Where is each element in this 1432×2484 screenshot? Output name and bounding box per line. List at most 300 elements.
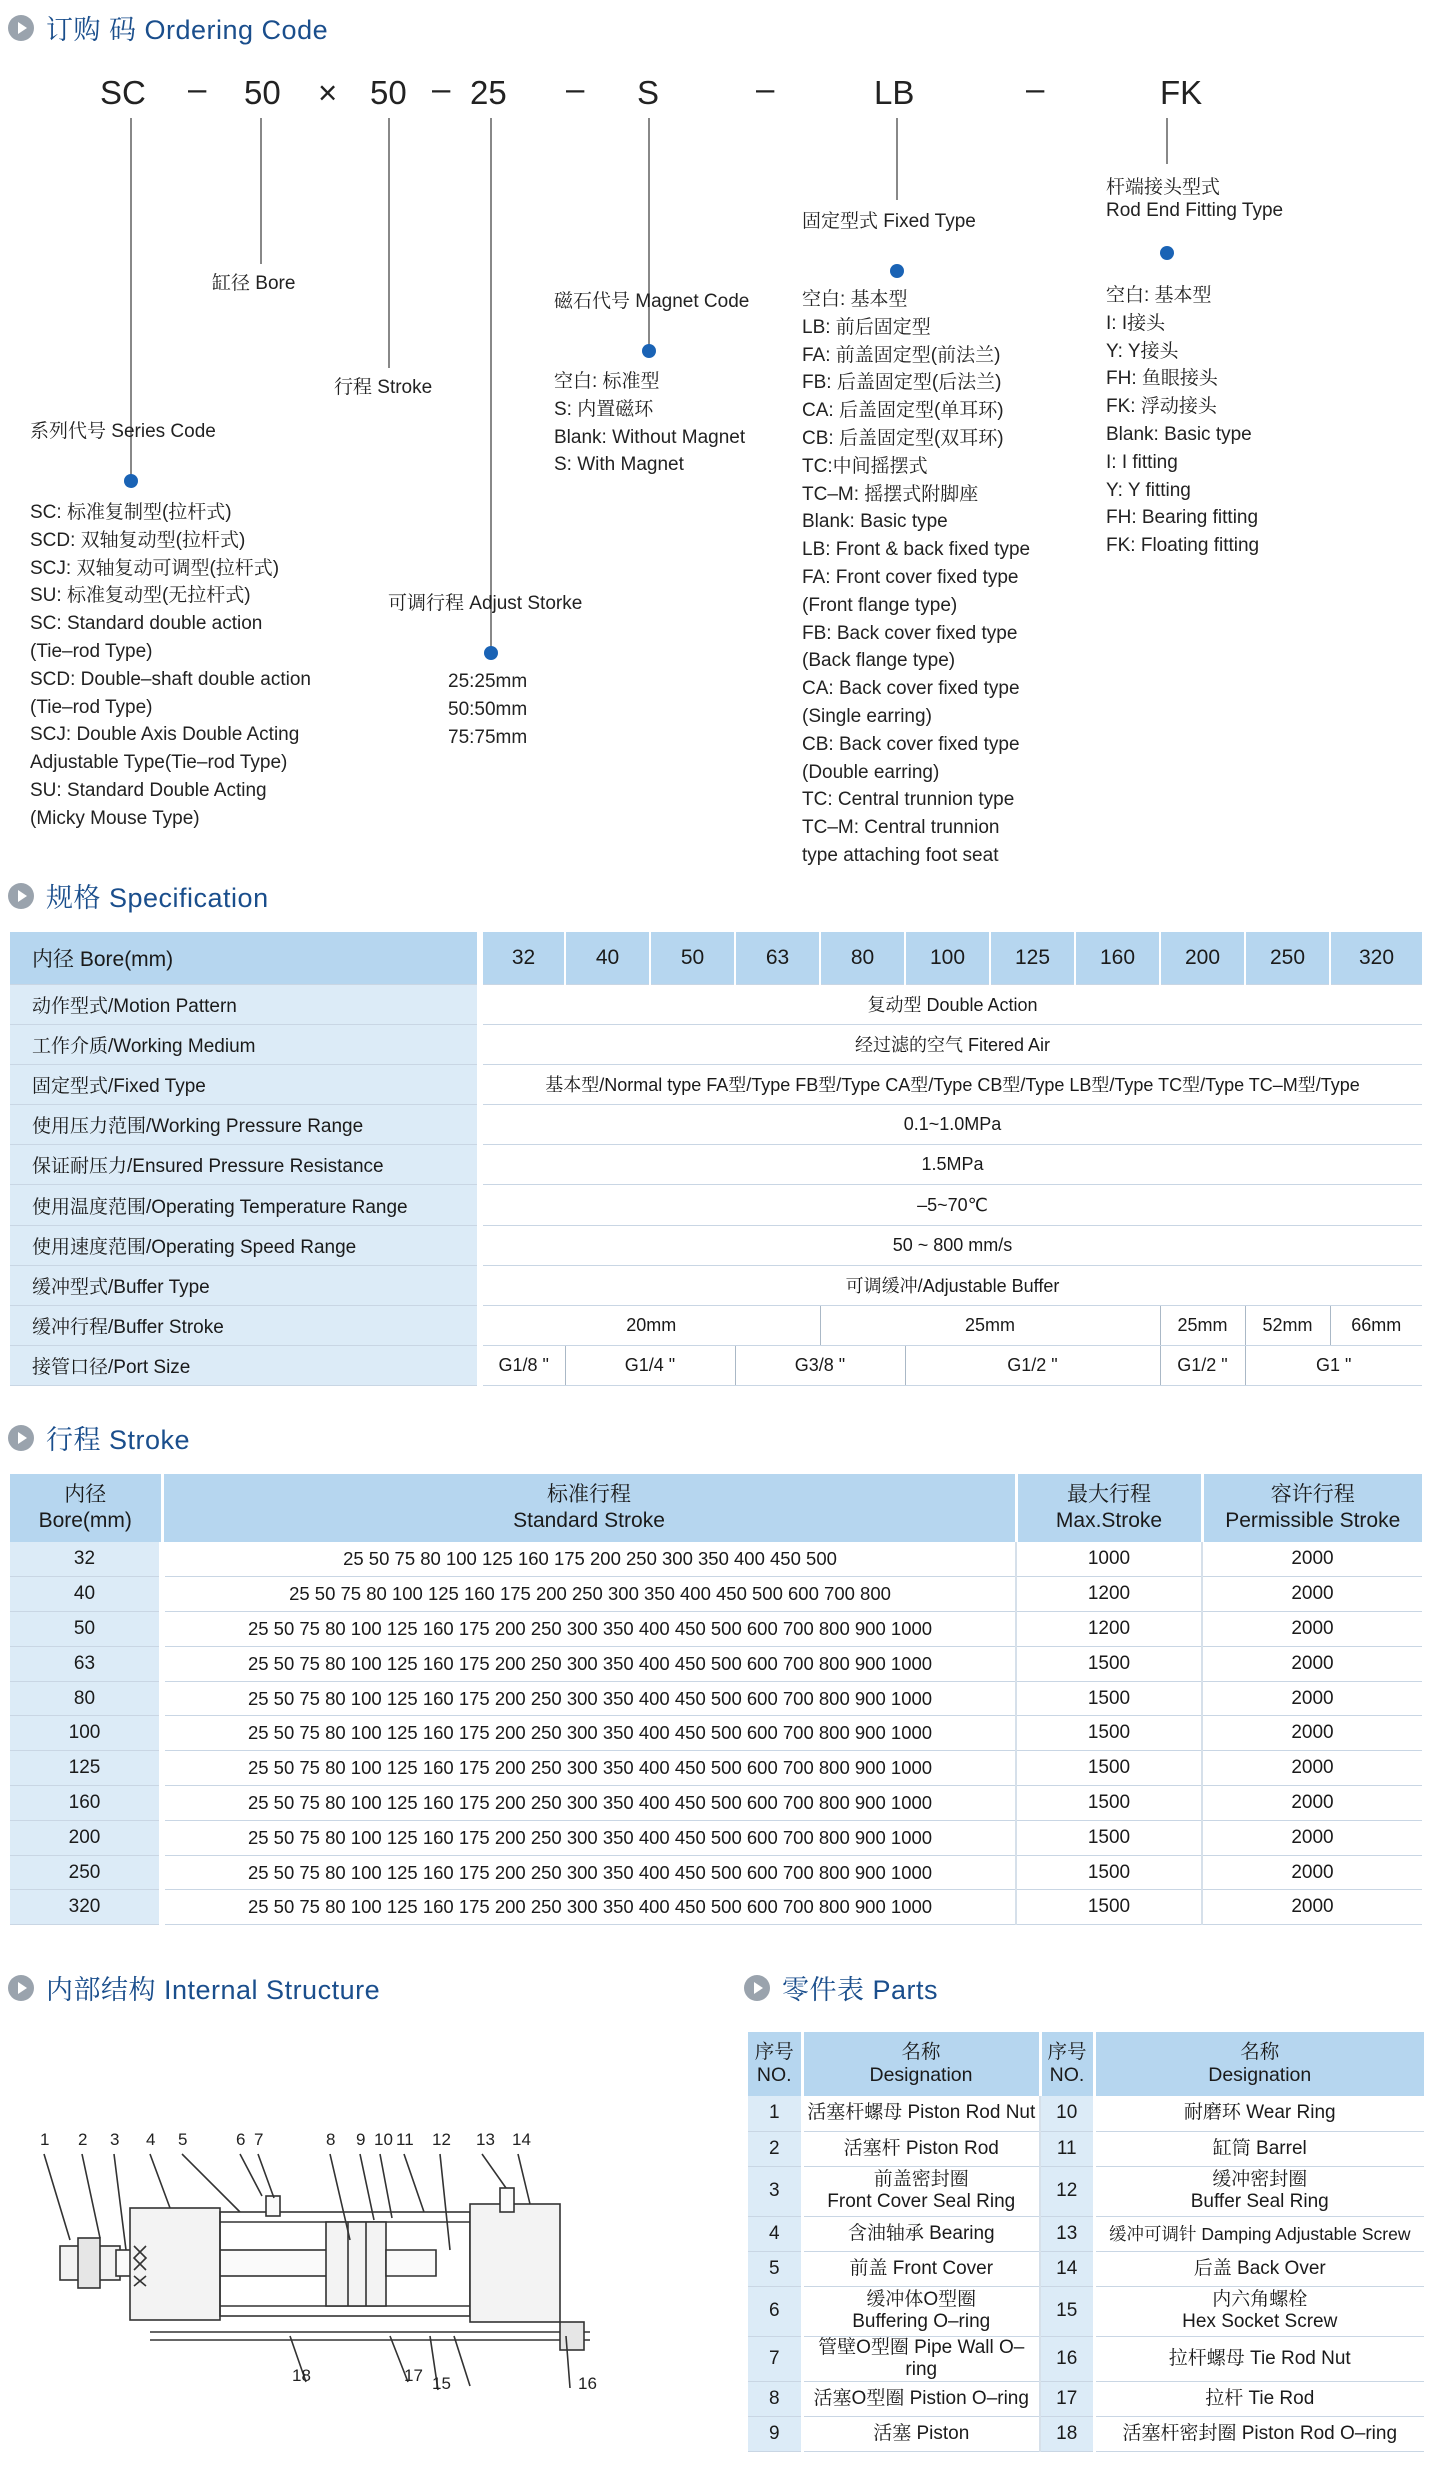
list-item: SCD: 双轴复动型(拉杆式) [30, 529, 246, 551]
standard-stroke-header: 标准行程 Standard Stroke [162, 1474, 1016, 1542]
part-designation [802, 2286, 1040, 2336]
standard-stroke-cell: 25 50 75 80 100 125 160 175 200 250 300 350 400 450 500 600 700 800 900 1000 [162, 1681, 1016, 1716]
callout-number: 18 [292, 2366, 311, 2385]
part-number: 2 [748, 2131, 802, 2166]
permissible-stroke-cell: 2000 [1202, 1890, 1422, 1925]
spec-value: 52mm [1245, 1306, 1330, 1346]
spec-label: 缓冲行程/Buffer Stroke [10, 1306, 480, 1346]
table-row [10, 1820, 1422, 1855]
permissible-stroke-cell: 2000 [1202, 1786, 1422, 1821]
stroke-label: 行程 Stroke [334, 377, 433, 398]
part-designation [802, 2216, 1040, 2251]
list-item: CA: Back cover fixed type [802, 678, 1020, 700]
list-item: I: I fitting [1106, 451, 1178, 473]
max-stroke-cell: 1500 [1016, 1681, 1202, 1716]
table-row [748, 2286, 1424, 2336]
callout-number: 10 [374, 2130, 393, 2149]
play-bullet-icon [8, 1975, 34, 2001]
bore-col: 40 [565, 932, 650, 984]
part-designation-line: 耐磨环 Wear Ring [1183, 2102, 1336, 2124]
part-designation-line: 缸筒 Barrel [1212, 2137, 1307, 2159]
play-bullet-icon [8, 883, 34, 909]
callout-number: 7 [254, 2130, 264, 2149]
part-designation-line: 前盖 Front Cover [849, 2257, 994, 2279]
table-row [748, 2381, 1424, 2416]
max-stroke-cell: 1200 [1016, 1577, 1202, 1612]
spec-row [10, 1105, 1422, 1145]
part-designation [1094, 2251, 1424, 2286]
callout-number: 2 [78, 2130, 88, 2149]
spec-row [10, 1225, 1422, 1265]
part-designation-line: Hex Socket Screw [1182, 2311, 1338, 2332]
bore-cell: 50 [10, 1612, 162, 1647]
spec-row [10, 1185, 1422, 1225]
bore-col: 100 [905, 932, 990, 984]
table-row [10, 1751, 1422, 1786]
list-item: SU: 标准复动型(无拉杆式) [30, 585, 251, 607]
rod-end-list [1106, 282, 1259, 560]
spec-row-buffer-stroke [10, 1306, 1422, 1346]
part-designation [802, 2381, 1040, 2416]
list-item: FB: Back cover fixed type [802, 622, 1018, 644]
connector-line [1166, 118, 1168, 164]
spec-value: 可调缓冲/Adjustable Buffer [480, 1265, 1422, 1305]
list-item: 空白: 基本型 [802, 289, 908, 310]
section-title: 内部结构 Internal Structure [46, 1975, 381, 2005]
adjust-stroke-list [448, 668, 527, 751]
bore-header: 内径 Bore(mm) [10, 932, 480, 984]
callout-number: 12 [432, 2130, 451, 2149]
spec-row [10, 1024, 1422, 1064]
permissible-stroke-cell: 2000 [1202, 1577, 1422, 1612]
table-row [10, 1542, 1422, 1577]
max-stroke-cell: 1500 [1016, 1786, 1202, 1821]
bore-cell: 250 [10, 1855, 162, 1890]
table-row [10, 1786, 1422, 1821]
spec-value: G1/2 " [1160, 1346, 1245, 1386]
list-item: TC:中间摇摆式 [802, 455, 928, 477]
callout-number: 4 [146, 2130, 156, 2149]
list-item: SCD: Double–shaft double action [30, 668, 311, 690]
bore-cell: 320 [10, 1890, 162, 1925]
code-sep: – [432, 70, 451, 107]
bore-cell: 160 [10, 1786, 162, 1821]
spec-label: 工作介质/Working Medium [10, 1024, 480, 1064]
list-item: LB: Front & back fixed type [802, 539, 1031, 561]
list-item: Blank: Basic type [1106, 423, 1252, 445]
list-item: Adjustable Type(Tie–rod Type) [30, 752, 288, 774]
standard-stroke-cell: 25 50 75 80 100 125 160 175 200 250 300 350 400 450 500 600 700 800 900 1000 [162, 1751, 1016, 1786]
section-ordering-header [8, 8, 328, 47]
part-number: 16 [1040, 2336, 1094, 2381]
bore-label: 缸径 Bore [212, 273, 296, 294]
spec-label: 接管口径/Port Size [10, 1346, 480, 1386]
spec-value: 50 ~ 800 mm/s [480, 1225, 1422, 1265]
part-designation-line: 活塞杆螺母 Piston Rod Nut [807, 2102, 1036, 2124]
part-number: 6 [748, 2286, 802, 2336]
standard-stroke-cell: 25 50 75 80 100 125 160 175 200 250 300 350 400 450 500 600 700 800 900 1000 [162, 1855, 1016, 1890]
spec-value: 25mm [1160, 1306, 1245, 1346]
list-item: FH: Bearing fitting [1106, 507, 1259, 529]
structure-diagram [30, 2100, 670, 2400]
list-item: (Single earring) [802, 705, 932, 727]
code-sep: – [566, 70, 585, 107]
spec-value: 66mm [1330, 1306, 1422, 1346]
section-title: 行程 Stroke [46, 1425, 191, 1455]
connector-line [490, 118, 492, 648]
part-number: 4 [748, 2216, 802, 2251]
part-designation-line: Front Cover Seal Ring [827, 2191, 1016, 2212]
bore-col: 250 [1245, 932, 1330, 984]
cylinder-cross-section [30, 2100, 670, 2400]
list-item: 空白: 标准型 [554, 371, 660, 392]
part-designation-line: 拉杆螺母 Tie Rod Nut [1168, 2347, 1351, 2369]
spec-value: 0.1~1.0MPa [480, 1105, 1422, 1145]
spec-row [10, 1064, 1422, 1104]
spec-value: –5~70℃ [480, 1185, 1422, 1225]
spec-value: 基本型/Normal type FA型/Type FB型/Type CA型/Type CB型/Type LB型/Type TC型/Type TC–M型/Type [480, 1064, 1422, 1104]
spec-label: 使用温度范围/Operating Temperature Range [10, 1185, 480, 1225]
part-designation-line: 缓冲密封圈 [1212, 2169, 1308, 2190]
spec-table [10, 932, 1422, 1386]
designation-header: 名称 Designation [1094, 2032, 1424, 2096]
standard-stroke-cell: 25 50 75 80 100 125 160 175 200 250 300 350 400 450 500 600 700 800 900 1000 [162, 1786, 1016, 1821]
max-stroke-cell: 1000 [1016, 1542, 1202, 1577]
bore-col: 160 [1075, 932, 1160, 984]
callout-number: 1 [40, 2130, 50, 2149]
max-stroke-cell: 1500 [1016, 1855, 1202, 1890]
part-designation [1094, 2096, 1424, 2131]
max-stroke-cell: 1500 [1016, 1890, 1202, 1925]
part-designation-line: Buffering O–ring [852, 2311, 991, 2332]
code-bore: 50 [244, 74, 281, 111]
section-title: 规格 Specification [46, 883, 269, 913]
connector-line [260, 118, 262, 264]
stroke-header-row [10, 1474, 1422, 1542]
section-spec-header [8, 876, 269, 915]
list-item: FA: Front cover fixed type [802, 566, 1019, 588]
part-number: 11 [1040, 2131, 1094, 2166]
bore-col: 50 [650, 932, 735, 984]
permissible-stroke-cell: 2000 [1202, 1681, 1422, 1716]
part-number: 5 [748, 2251, 802, 2286]
list-item: Blank: Basic type [802, 511, 948, 533]
list-item: (Micky Mouse Type) [30, 807, 200, 829]
permissible-stroke-cell: 2000 [1202, 1855, 1422, 1890]
callout-number: 6 [236, 2130, 246, 2149]
rod-end-label-en: Rod End Fitting Type [1106, 200, 1284, 221]
list-item: Y: Y fitting [1106, 479, 1191, 501]
table-row [748, 2336, 1424, 2381]
list-item: FH: 鱼眼接头 [1106, 368, 1218, 390]
permissible-stroke-cell: 2000 [1202, 1751, 1422, 1786]
part-number: 13 [1040, 2216, 1094, 2251]
part-designation [1094, 2286, 1424, 2336]
list-item: (Tie–rod Type) [30, 696, 153, 718]
list-item: S: 内置磁环 [554, 398, 654, 420]
max-stroke-cell: 1500 [1016, 1646, 1202, 1681]
code-sep: – [1026, 70, 1045, 107]
permissible-stroke-cell: 2000 [1202, 1612, 1422, 1647]
max-stroke-cell: 1500 [1016, 1751, 1202, 1786]
spec-row [10, 1265, 1422, 1305]
adjust-stroke-dot [484, 646, 498, 660]
spec-value: G1/4 " [565, 1346, 735, 1386]
table-row [10, 1681, 1422, 1716]
table-row [10, 1890, 1422, 1925]
code-adjust: 25 [470, 74, 507, 111]
parts-header-row [748, 2032, 1424, 2096]
bore-col: 200 [1160, 932, 1245, 984]
fixed-type-list [802, 286, 1030, 870]
list-item: SC: 标准复制型(拉杆式) [30, 502, 232, 523]
adjust-stroke-label: 可调行程 Adjust Storke [388, 593, 583, 614]
callout-number: 14 [512, 2130, 531, 2149]
spec-label: 使用压力范围/Working Pressure Range [10, 1105, 480, 1145]
part-designation [802, 2096, 1040, 2131]
part-designation-line: 后盖 Back Over [1193, 2257, 1326, 2279]
part-number: 1 [748, 2096, 802, 2131]
list-item: TC: Central trunnion type [802, 789, 1015, 811]
standard-stroke-cell: 25 50 75 80 100 125 160 175 200 250 300 350 400 450 500 600 700 800 900 1000 [162, 1820, 1016, 1855]
standard-stroke-cell: 25 50 75 80 100 125 160 175 200 250 300 350 400 450 500 600 700 800 900 1000 [162, 1890, 1016, 1925]
list-item: (Back flange type) [802, 650, 956, 672]
part-designation-line: 缓冲可调针 Damping Adjustable Screw [1109, 2223, 1411, 2244]
callout-number: 16 [578, 2374, 597, 2393]
bore-col: 32 [480, 932, 565, 984]
permissible-stroke-cell: 2000 [1202, 1542, 1422, 1577]
table-row [748, 2216, 1424, 2251]
standard-stroke-cell: 25 50 75 80 100 125 160 175 200 250 300 350 400 450 500 [162, 1542, 1016, 1577]
spec-value: G3/8 " [735, 1346, 905, 1386]
part-designation-line: 活塞 Piston [873, 2422, 970, 2444]
spec-label: 固定型式/Fixed Type [10, 1064, 480, 1104]
bore-cell: 125 [10, 1751, 162, 1786]
part-designation-line: 前盖密封圈 [873, 2169, 969, 2190]
part-designation-line: 管壁O型圈 Pipe Wall O–ring [818, 2336, 1025, 2380]
bore-cell: 100 [10, 1716, 162, 1751]
callout-number: 15 [432, 2374, 451, 2393]
bore-col: 80 [820, 932, 905, 984]
fixed-type-label: 固定型式 Fixed Type [802, 211, 976, 232]
part-designation [802, 2336, 1040, 2381]
fixed-type-dot [890, 264, 904, 278]
table-row [10, 1612, 1422, 1647]
part-designation-line: 拉杆 Tie Rod [1205, 2387, 1315, 2409]
part-designation [1094, 2131, 1424, 2166]
play-bullet-icon [8, 15, 34, 41]
table-row [10, 1646, 1422, 1681]
list-item: CB: 后盖固定型(双耳环) [802, 427, 1004, 449]
part-designation [802, 2131, 1040, 2166]
list-item: SCJ: 双轴复动可调型(拉杆式) [30, 557, 280, 579]
spec-label: 动作型式/Motion Pattern [10, 984, 480, 1024]
section-parts-header [744, 1968, 938, 2007]
part-designation-line: Buffer Seal Ring [1190, 2191, 1329, 2212]
part-number: 14 [1040, 2251, 1094, 2286]
list-item: FK: 浮动接头 [1106, 396, 1217, 418]
part-number: 18 [1040, 2416, 1094, 2451]
list-item: 75:75mm [448, 726, 528, 748]
standard-stroke-cell: 25 50 75 80 100 125 160 175 200 250 300 350 400 450 500 600 700 800 900 1000 [162, 1612, 1016, 1647]
list-item: CB: Back cover fixed type [802, 733, 1020, 755]
part-number: 8 [748, 2381, 802, 2416]
play-bullet-icon [8, 1425, 34, 1451]
list-item: SCJ: Double Axis Double Acting [30, 724, 300, 746]
list-item: FA: 前盖固定型(前法兰) [802, 344, 1001, 366]
bore-cell: 80 [10, 1681, 162, 1716]
table-row [10, 1855, 1422, 1890]
max-stroke-cell: 1200 [1016, 1612, 1202, 1647]
part-number: 12 [1040, 2166, 1094, 2216]
table-row [10, 1577, 1422, 1612]
list-item: (Double earring) [802, 761, 940, 783]
no-header: 序号 NO. [748, 2032, 802, 2096]
part-designation-line: 缓冲体O型圈 [866, 2289, 977, 2310]
spec-value: 25mm [820, 1306, 1160, 1346]
code-sep: × [318, 74, 338, 111]
magnet-code-dot [642, 344, 656, 358]
max-stroke-header: 最大行程 Max.Stroke [1016, 1474, 1202, 1542]
spec-value: G1/8 " [480, 1346, 565, 1386]
bore-header: 内径 Bore(mm) [10, 1474, 162, 1542]
spec-row [10, 1145, 1422, 1185]
list-item: FK: Floating fitting [1106, 535, 1260, 557]
spec-header-row [10, 932, 1422, 984]
list-item: TC–M: 摇摆式附脚座 [802, 483, 979, 505]
max-stroke-cell: 1500 [1016, 1716, 1202, 1751]
bore-col: 125 [990, 932, 1075, 984]
bore-cell: 40 [10, 1577, 162, 1612]
section-title: 订购 码 Ordering Code [46, 15, 329, 45]
list-item: SC: Standard double action [30, 613, 263, 635]
part-designation [802, 2166, 1040, 2216]
series-code-dot [124, 474, 138, 488]
list-item: TC–M: Central trunnion [802, 817, 1000, 839]
callout-number: 9 [356, 2130, 366, 2149]
list-item: (Tie–rod Type) [30, 640, 153, 662]
part-number: 17 [1040, 2381, 1094, 2416]
standard-stroke-cell: 25 50 75 80 100 125 160 175 200 250 300 350 400 450 500 600 700 800 [162, 1577, 1016, 1612]
part-designation [1094, 2166, 1424, 2216]
permissible-stroke-header: 容许行程 Permissible Stroke [1202, 1474, 1422, 1542]
code-rodend: FK [1160, 74, 1203, 111]
no-header: 序号 NO. [1040, 2032, 1094, 2096]
table-row [748, 2416, 1424, 2451]
part-designation [1094, 2381, 1424, 2416]
permissible-stroke-cell: 2000 [1202, 1820, 1422, 1855]
spec-label: 使用速度范围/Operating Speed Range [10, 1225, 480, 1265]
part-designation [1094, 2416, 1424, 2451]
standard-stroke-cell: 25 50 75 80 100 125 160 175 200 250 300 350 400 450 500 600 700 800 900 1000 [162, 1716, 1016, 1751]
table-row [10, 1716, 1422, 1751]
stroke-table [10, 1474, 1422, 1925]
part-designation-line: 内六角螺栓 [1212, 2289, 1308, 2310]
spec-value: 1.5MPa [480, 1145, 1422, 1185]
spec-label: 缓冲型式/Buffer Type [10, 1265, 480, 1305]
bore-col: 63 [735, 932, 820, 984]
part-number: 10 [1040, 2096, 1094, 2131]
part-designation [1094, 2336, 1424, 2381]
spec-value: G1 " [1245, 1346, 1422, 1386]
list-item: CA: 后盖固定型(单耳环) [802, 400, 1004, 422]
part-number: 3 [748, 2166, 802, 2216]
list-item: type attaching foot seat [802, 844, 999, 866]
callout-number: 11 [396, 2130, 414, 2149]
spec-row-port-size [10, 1346, 1422, 1386]
callout-number: 17 [404, 2366, 423, 2385]
bore-col: 320 [1330, 932, 1422, 984]
table-row [748, 2131, 1424, 2166]
spec-value: 20mm [480, 1306, 820, 1346]
code-stroke: 50 [370, 74, 407, 111]
part-designation [1094, 2216, 1424, 2251]
section-internal-header [8, 1968, 380, 2007]
connector-line [388, 118, 390, 368]
list-item: 50:50mm [448, 698, 528, 720]
list-item: 空白: 基本型 [1106, 285, 1212, 306]
section-stroke-header [8, 1418, 190, 1457]
list-item: S: With Magnet [554, 454, 684, 476]
table-row [748, 2251, 1424, 2286]
permissible-stroke-cell: 2000 [1202, 1646, 1422, 1681]
permissible-stroke-cell: 2000 [1202, 1716, 1422, 1751]
designation-header: 名称 Designation [802, 2032, 1040, 2096]
part-number: 9 [748, 2416, 802, 2451]
magnet-code-list [554, 368, 745, 479]
spec-label: 保证耐压力/Ensured Pressure Resistance [10, 1145, 480, 1185]
callout-number: 5 [178, 2130, 188, 2149]
connector-line [896, 118, 898, 200]
rod-end-dot [1160, 246, 1174, 260]
list-item: Y: Y接头 [1106, 340, 1179, 362]
list-item: LB: 前后固定型 [802, 316, 931, 338]
list-item: FB: 后盖固定型(后法兰) [802, 372, 1002, 394]
part-designation [802, 2416, 1040, 2451]
code-series: SC [100, 74, 146, 111]
part-designation-line: 活塞杆密封圈 Piston Rod O–ring [1122, 2422, 1398, 2444]
bore-cell: 63 [10, 1646, 162, 1681]
spec-row [10, 984, 1422, 1024]
list-item: (Front flange type) [802, 594, 958, 616]
parts-table [748, 2032, 1424, 2452]
list-item: 25:25mm [448, 671, 528, 692]
code-sep: – [756, 70, 775, 107]
code-magnet: S [637, 74, 660, 111]
code-fixed: LB [874, 74, 915, 111]
standard-stroke-cell: 25 50 75 80 100 125 160 175 200 250 300 350 400 450 500 600 700 800 900 1000 [162, 1646, 1016, 1681]
callout-number: 8 [326, 2130, 336, 2149]
part-designation-line: 含油轴承 Bearing [847, 2222, 995, 2244]
list-item: Blank: Without Magnet [554, 426, 746, 448]
part-number: 7 [748, 2336, 802, 2381]
series-code-list [30, 499, 311, 833]
spec-value: G1/2 " [905, 1346, 1160, 1386]
part-designation [802, 2251, 1040, 2286]
part-designation-line: 活塞杆 Piston Rod [843, 2137, 999, 2159]
spec-value: 经过滤的空气 Fitered Air [480, 1024, 1422, 1064]
magnet-code-label: 磁石代号 Magnet Code [554, 291, 750, 312]
rod-end-label-cn: 杆端接头型式 [1106, 177, 1221, 198]
connector-line [648, 118, 650, 350]
callout-number: 3 [110, 2130, 120, 2149]
callout-number: 13 [476, 2130, 495, 2149]
part-designation-line: 活塞O型圈 Pistion O–ring [813, 2387, 1029, 2409]
max-stroke-cell: 1500 [1016, 1820, 1202, 1855]
section-title: 零件表 Parts [782, 1975, 939, 2005]
bore-cell: 32 [10, 1542, 162, 1577]
play-bullet-icon [744, 1975, 770, 2001]
